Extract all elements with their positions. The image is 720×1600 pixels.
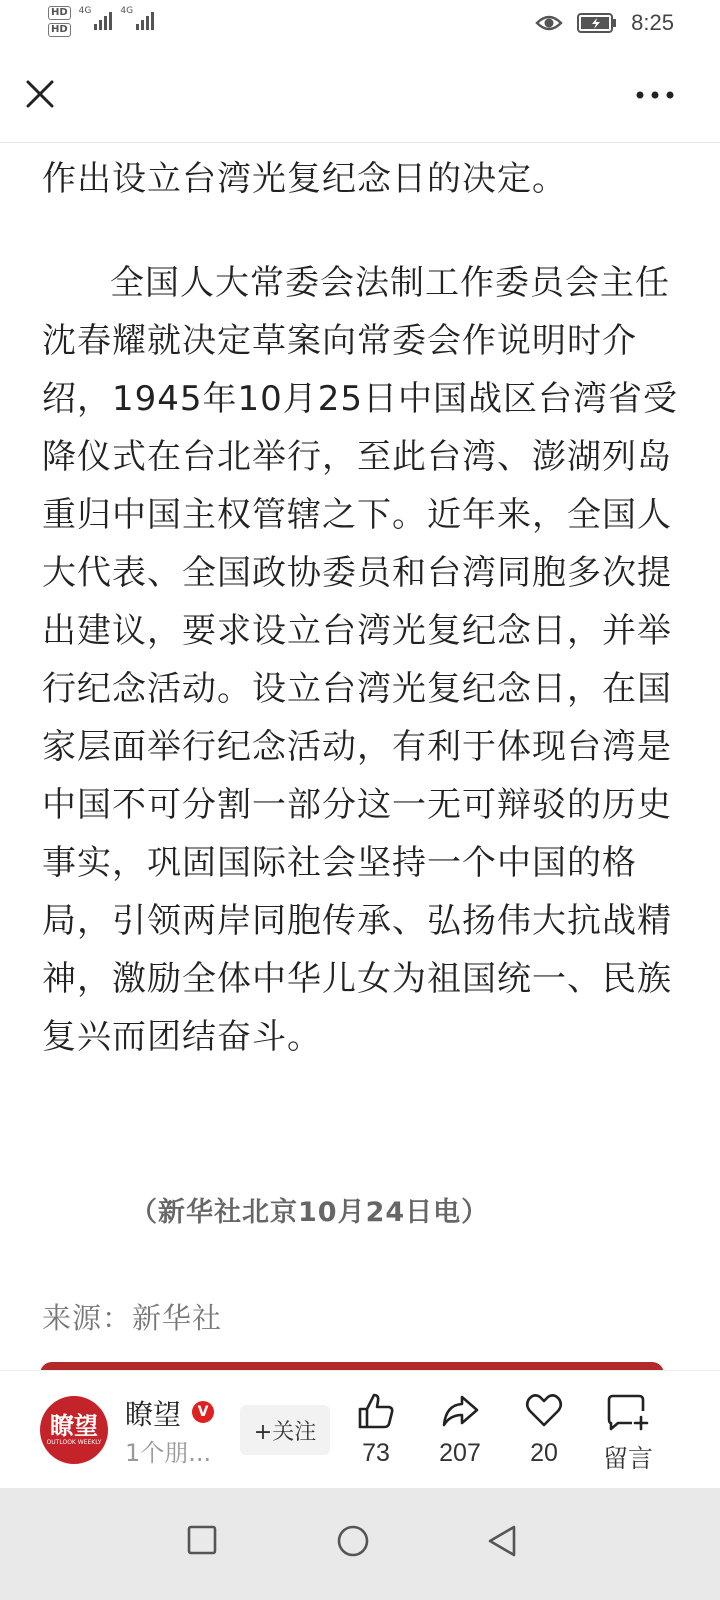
signal-icon-1 — [79, 6, 113, 30]
avatar-logo-subtext: OUTLOOK WEEKLY — [46, 1439, 102, 1446]
action-bar — [0, 1370, 720, 1489]
share-button[interactable] — [420, 1391, 500, 1468]
dateline: （新华社北京10月24日电） — [130, 1197, 490, 1228]
favorite-button[interactable] — [504, 1391, 584, 1468]
account-subtitle: 1个朋... — [125, 1439, 212, 1467]
follow-button[interactable]: +关注 — [240, 1405, 330, 1455]
like-button[interactable] — [336, 1391, 416, 1468]
close-button[interactable] — [20, 74, 60, 114]
share-count: 207 — [439, 1439, 481, 1467]
heart-icon — [524, 1391, 564, 1431]
network-type-2: 4G — [120, 6, 134, 16]
article-source: 来源：新华社 — [42, 1301, 223, 1335]
share-icon — [440, 1391, 480, 1431]
more-horizontal-icon[interactable] — [630, 80, 680, 110]
more-button[interactable] — [630, 80, 680, 110]
recent-apps-icon[interactable] — [186, 1524, 218, 1556]
home-icon[interactable] — [336, 1524, 370, 1558]
account-name[interactable]: 瞭望 — [125, 1398, 182, 1431]
back-icon[interactable] — [486, 1524, 518, 1558]
comment-label: 留言 — [602, 1445, 653, 1473]
article-body — [42, 140, 682, 1066]
signal-icon-2 — [120, 6, 154, 30]
status-right — [535, 10, 674, 36]
avatar[interactable] — [40, 1396, 108, 1464]
hd-indicators — [48, 6, 71, 37]
clock: 8:25 — [631, 10, 674, 35]
thumbs-up-icon — [356, 1391, 396, 1431]
status-left — [48, 6, 154, 37]
comment-add-icon — [606, 1391, 650, 1431]
status-bar — [0, 0, 720, 48]
navigation-bar — [0, 1488, 720, 1600]
avatar-logo-text: 瞭望 — [50, 1412, 98, 1440]
like-count: 73 — [362, 1439, 390, 1467]
hd-badge-1: HD — [48, 6, 71, 20]
comment-button[interactable] — [588, 1391, 668, 1475]
hd-badge-2: HD — [48, 23, 71, 37]
top-bar — [0, 50, 720, 143]
network-type-1: 4G — [78, 6, 92, 16]
favorite-count: 20 — [530, 1439, 558, 1467]
article-paragraph: 作出设立台湾光复纪念日的决定。 — [42, 159, 567, 199]
eye-icon — [535, 13, 563, 33]
verified-icon: V — [192, 1401, 214, 1423]
battery-icon — [577, 12, 617, 34]
article-paragraph: 全国人大常委会法制工作委员会主任沈春耀就决定草案向常委会作说明时介绍，1945年10月25日中国战区台湾省受降仪式在台北举行，至此台湾、澎湖列岛重归中国主权管辖之下。近年来，全国人大代表、全国政协委员和台湾同胞多次提出建议，要求设立台湾光复纪念日，并举行纪念活动。设立台湾光复纪念日，在国家层面举行纪念活动，有利于体现台湾是中国不可分割一部分这一无可辩驳的历史事实，巩固国际社会坚持一个中国的格局，引领两岸同胞传承、弘扬伟大抗战精神，激励全体中华儿女为祖国统一、民族复兴而团结奋斗。 — [42, 263, 679, 1057]
close-icon[interactable] — [20, 74, 60, 114]
